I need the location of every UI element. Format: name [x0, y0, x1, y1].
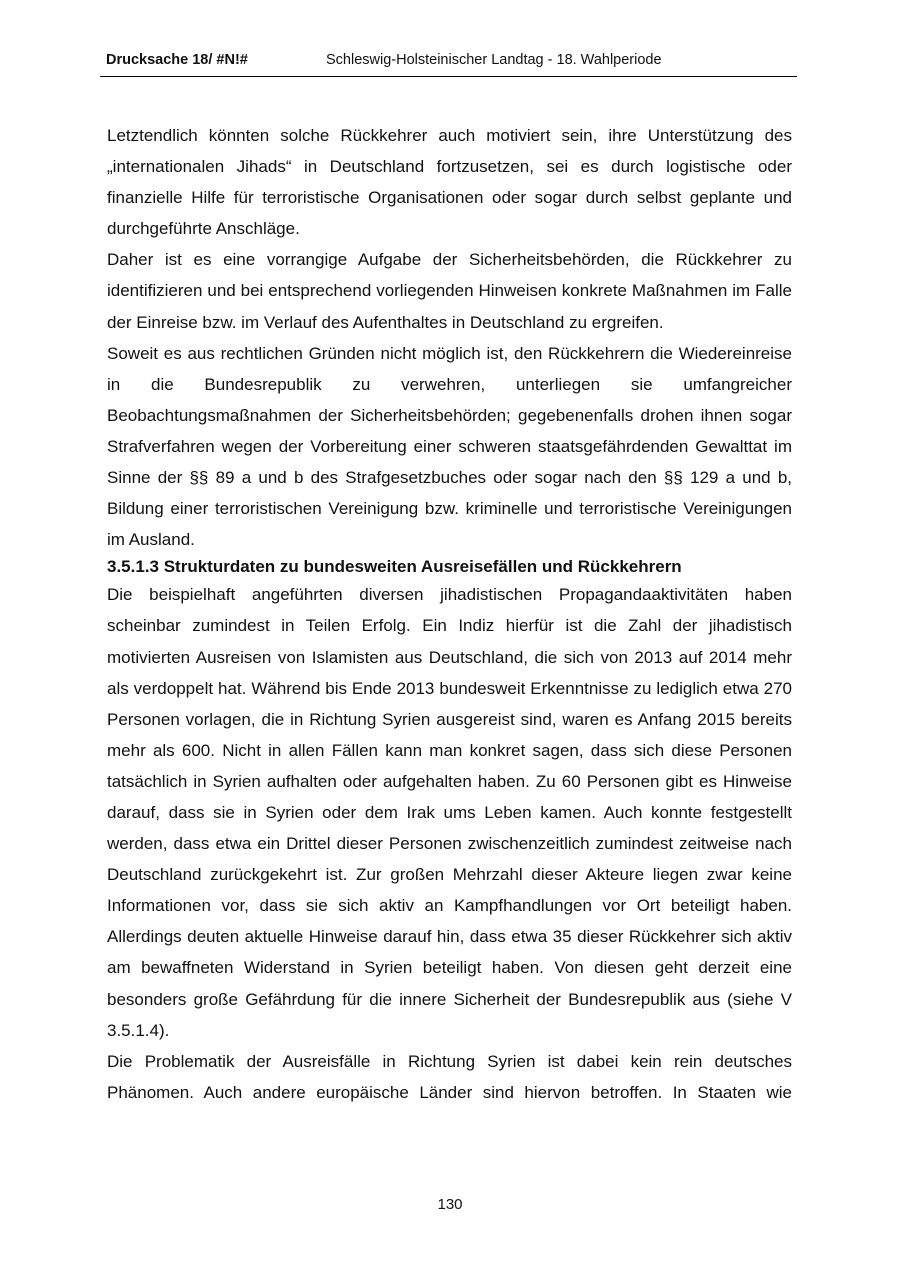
paragraph: Daher ist es eine vorrangige Aufgabe der Sicherheitsbehörden, die Rückkehrer zu identifizieren und bei entsprechend vorliegenden Hinweisen konkrete Maßnahmen im Falle der Einreise bzw. im Verlauf des Aufenthaltes in Deutschland zu ergreifen. — [107, 250, 792, 332]
section-heading: 3.5.1.3 Strukturdaten zu bundesweiten Ausreisefällen und Rückkehrern — [107, 557, 682, 577]
paragraph: Die Problematik der Ausreisfälle in Richtung Syrien ist dabei kein rein deutsches Phänomen. Auch andere europäische Länder sind hiervon betroffen. In Staaten wie — [107, 1051, 792, 1102]
document-reference: Drucksache 18/ #N!# — [106, 52, 248, 68]
paragraph: Soweit es aus rechtlichen Gründen nicht möglich ist, den Rückkehrern die Wiedereinreise in die Bundesrepublik zu verwehren, unterliegen sie umfangreicher Beobachtungsmaßnahmen der Sicherheitsbehörden; gegebenenfalls drohen ihnen sogar Strafverfahren wegen der Vorbereitung einer schweren staatsgefährdenden Gewalttat im Sinne der §§ 89 a und b des Strafgesetzbuches oder sogar nach den §§ 129 a und b, Bildung einer terroristischen Vereinigung bzw. kriminelle und terroristische Vereinigungen im Ausland. — [107, 343, 792, 550]
document-body — [107, 120, 792, 1108]
page-number: 130 — [437, 1196, 463, 1213]
page-header — [100, 40, 797, 77]
parliament-title: Schleswig-Holsteinischer Landtag - 18. Wahlperiode — [326, 52, 662, 68]
paragraph: Letztendlich könnten solche Rückkehrer auch motiviert sein, ihre Unterstützung des „internationalen Jihads“ in Deutschland fortzusetzen, sei es durch logistische oder finanzielle Hilfe für terroristische Organisationen oder sogar durch selbst geplante und durchgeführte Anschläge. — [107, 126, 792, 239]
paragraph: Die beispielhaft angeführten diversen jihadistischen Propagandaaktivitäten haben scheinbar zumindest in Teilen Erfolg. Ein Indiz hierfür ist die Zahl der jihadistisch motivierten Ausreisen von Islamisten aus Deutschland, die sich von 2013 auf 2014 mehr als verdoppelt hat. Während bis Ende 2013 bundesweit Erkenntnisse zu lediglich etwa 270 Personen vorlagen, die in Richtung Syrien ausgereist sind, waren es Anfang 2015 bereits mehr als 600. Nicht in allen Fällen kann man konkret sagen, dass sich diese Personen tatsächlich in Syrien aufhalten oder aufgehalten haben. Zu 60 Personen gibt es Hinweise darauf, dass sie in Syrien oder dem Irak ums Leben kamen. Auch konnte festgestellt werden, dass etwa ein Drittel dieser Personen zwischenzeitlich zumindest zeitweise nach Deutschland zurückgekehrt ist. Zur großen Mehrzahl dieser Akteure liegen zwar keine Informationen vor, dass sie sich aktiv an Kampfhandlungen vor Ort beteiligt haben. Allerdings deuten aktuelle Hinweise darauf hin, dass etwa 35 dieser Rückkehrer sich aktiv am bewaffneten Widerstand in Syrien beteiligt haben. Von diesen geht derzeit eine besonders große Gefährdung für die innere Sicherheit der Bundesrepublik aus (siehe V 3.5.1.4). — [107, 585, 792, 1040]
